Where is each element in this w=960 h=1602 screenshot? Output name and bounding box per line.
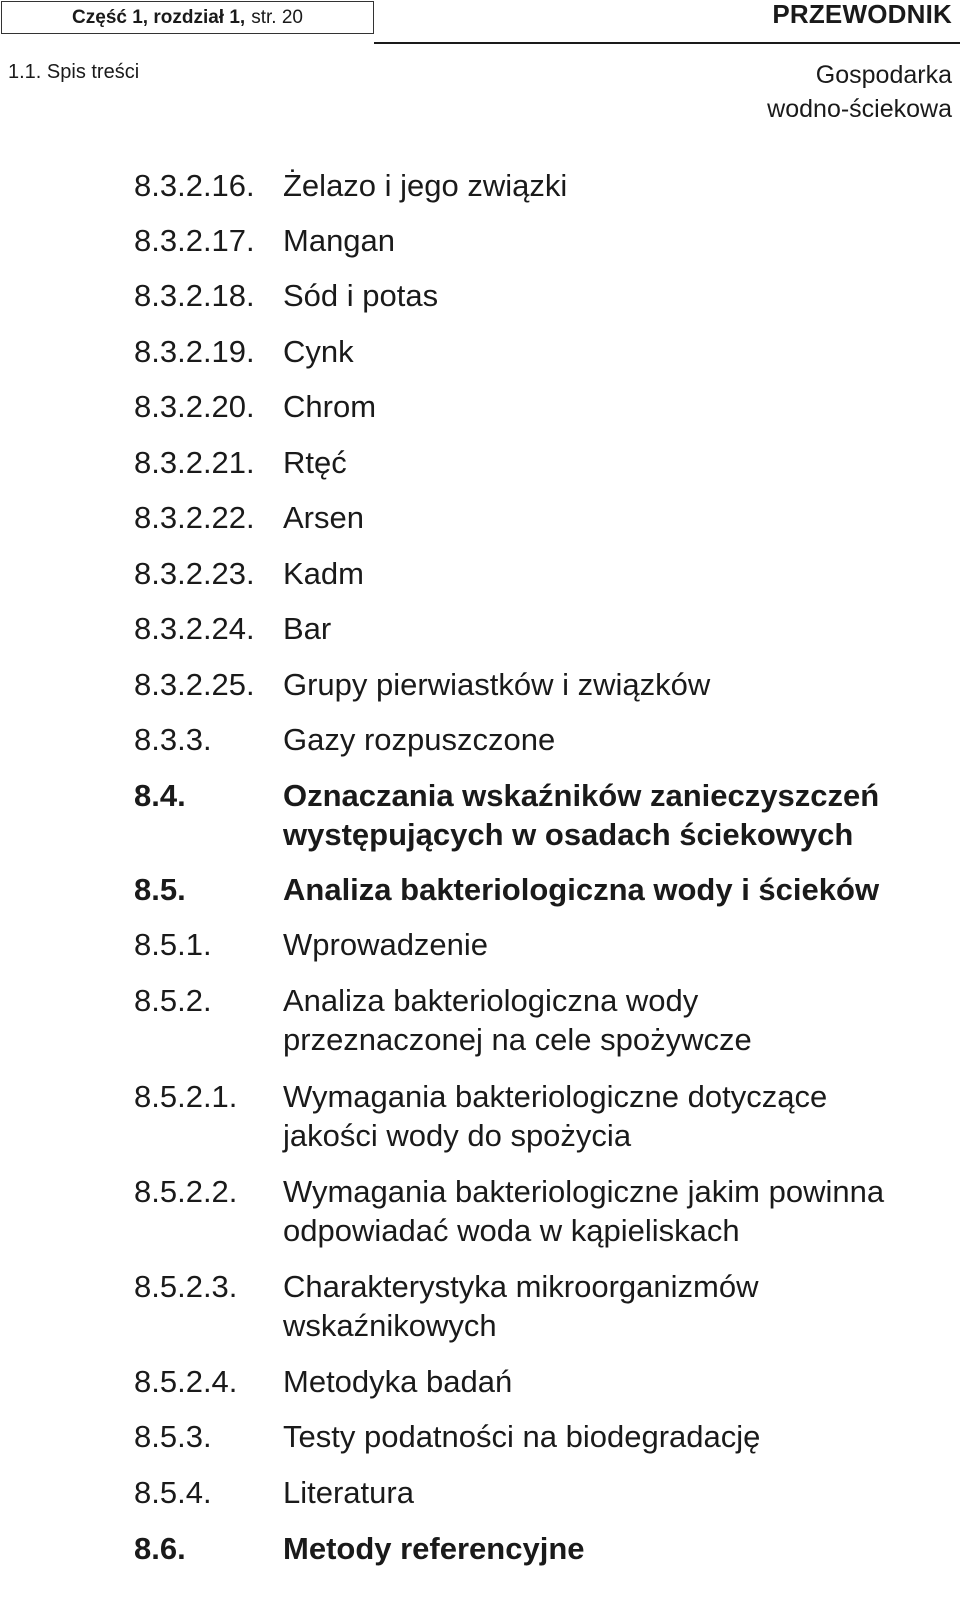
subject-line-2: wodno-ściekowa [767, 95, 952, 123]
section-name: 1.1. Spis treści [8, 61, 140, 83]
toc-entry-title: Arsen [283, 500, 364, 535]
toc-entry-number: 8.5.2.4. [134, 1364, 238, 1399]
toc-entry-number: 8.3.2.21. [134, 445, 255, 480]
toc-entry-number: 8.5.2.3. [134, 1269, 238, 1304]
toc-entry-number: 8.3.2.16. [134, 168, 255, 203]
chapter-part-label: Część 1, rozdział 1, [72, 6, 246, 28]
toc-entry-title: Gazy rozpuszczone [283, 722, 556, 757]
header-divider [374, 42, 960, 44]
toc-entry-title: Żelazo i jego związki [283, 168, 568, 203]
toc-entry-title: Kadm [283, 556, 364, 591]
toc-entry-number: 8.3.2.19. [134, 334, 255, 369]
page-number-label: str. 20 [251, 6, 303, 28]
toc-entry-title: Wymagania bakteriologiczne jakim powinna odpowiadać woda w kąpieliskach [283, 1174, 885, 1248]
toc-entry-title: Grupy pierwiastków i związków [283, 667, 711, 702]
toc-entry-number: 8.4. [134, 778, 186, 813]
toc-entry-number: 8.3.2.22. [134, 500, 255, 535]
subject-title [767, 58, 952, 126]
toc-entry-number: 8.3.2.20. [134, 389, 255, 424]
toc-entry-title: Testy podatności na biodegradację [283, 1419, 761, 1454]
toc-entry-number: 8.3.2.24. [134, 611, 255, 646]
toc-entry-title: Metodyka badań [283, 1364, 513, 1399]
toc-entry-title: Mangan [283, 223, 396, 258]
toc-entry-number: 8.3.3. [134, 722, 212, 757]
chapter-reference-box [1, 1, 374, 34]
toc-entry-number: 8.3.2.18. [134, 278, 255, 313]
toc-entry-title: Wymagania bakteriologiczne dotyczące jakości wody do spożycia [283, 1079, 828, 1153]
subject-line-1: Gospodarka [815, 61, 952, 89]
toc-entry-number: 8.3.2.23. [134, 556, 255, 591]
toc-entry-number: 8.5.2.2. [134, 1174, 238, 1209]
toc-entry-number: 8.3.2.25. [134, 667, 255, 702]
toc-entry-number: 8.5. [134, 872, 186, 907]
toc-entry-number: 8.6. [134, 1531, 186, 1566]
toc-entry-title: Charakterystyka mikroorganizmów wskaźnikowych [283, 1269, 759, 1343]
toc-entry-title: Analiza bakteriologiczna wody i ścieków [283, 872, 880, 907]
toc-entry-number: 8.5.1. [134, 927, 212, 962]
toc-entry-title: Rtęć [283, 445, 347, 480]
toc-entry-title: Oznaczania wskaźników zanieczyszczeń występujących w osadach ściekowych [283, 778, 880, 852]
toc-entry-number: 8.5.3. [134, 1419, 212, 1454]
toc-entry-number: 8.5.2. [134, 983, 212, 1018]
toc-entry-title: Metody referencyjne [283, 1531, 585, 1566]
toc-entry-title: Chrom [283, 389, 377, 424]
toc-entry-title: Wprowadzenie [283, 927, 489, 962]
toc-entry-title: Sód i potas [283, 278, 439, 313]
guide-title: PRZEWODNIK [772, 0, 952, 29]
toc-entry-number: 8.3.2.17. [134, 223, 255, 258]
toc-entry-number: 8.5.2.1. [134, 1079, 238, 1114]
toc-entry-title: Cynk [283, 334, 354, 369]
toc-entry-title: Literatura [283, 1475, 414, 1510]
toc-entry-title: Bar [283, 611, 332, 646]
toc-entry-title: Analiza bakteriologiczna wody przeznaczonej na cele spożywcze [283, 983, 752, 1057]
toc-entry-number: 8.5.4. [134, 1475, 212, 1510]
